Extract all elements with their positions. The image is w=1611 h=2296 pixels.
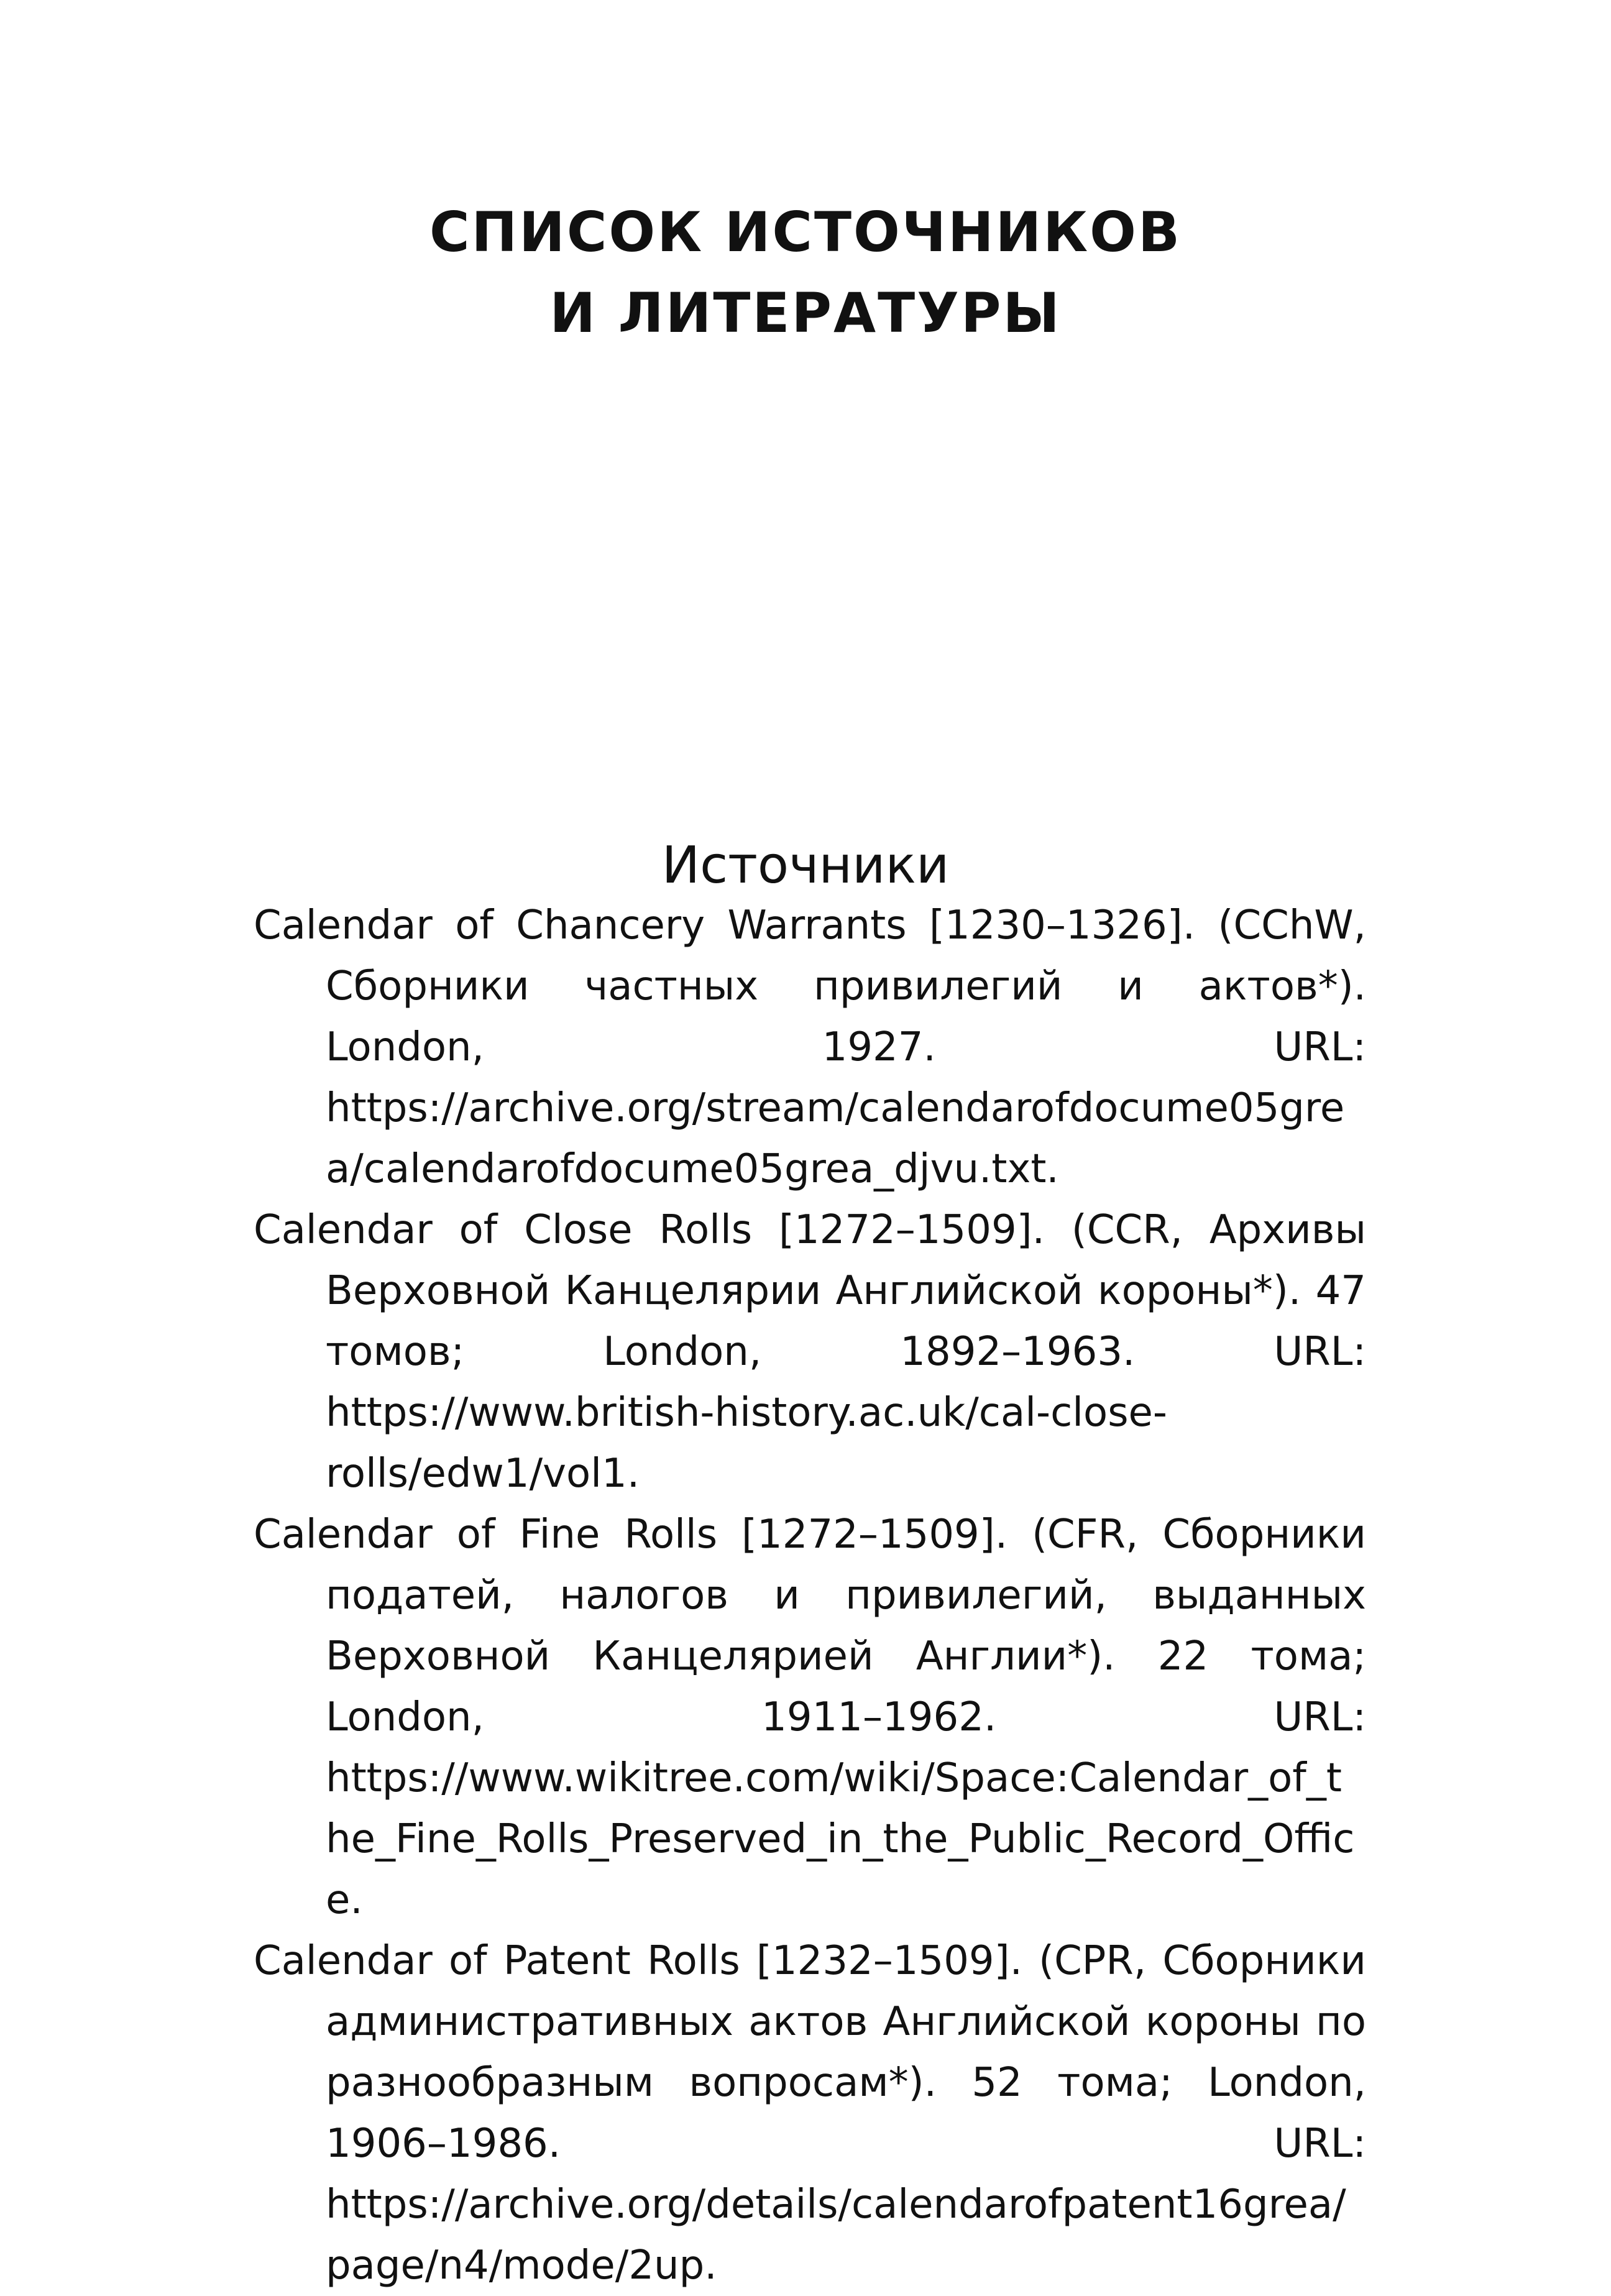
page-title-line-2: И ЛИТЕРАТУРЫ xyxy=(549,280,1062,345)
page-title-line-1: СПИСОК ИСТОЧНИКОВ xyxy=(429,200,1182,264)
source-entry-close-rolls: Calendar of Close Rolls [1272–1509]. (CCR, Архивы Верховной Канцелярии Английской короны*). 47 томов; London, 1892–1963. URL: https://www.british-history.ac.uk/cal-close-rolls/edw1/vol1. xyxy=(254,1207,1366,1497)
source-entry-patent-rolls: Calendar of Patent Rolls [1232–1509]. (CPR, Сборники административных актов Английской короны по разнообразным вопросам*). 52 тома; London, 1906–1986. URL: https://archive.org/details/calendarofpatent16grea/page/n4/mode/2up. xyxy=(254,1938,1366,2289)
sources-list xyxy=(254,895,1366,2296)
page-title xyxy=(0,192,1611,354)
section-heading-sources: Источники xyxy=(661,836,950,896)
source-entry-chancery-warrants: Calendar of Chancery Warrants [1230–1326]. (CChW, Сборники частных привилегий и актов*). London, 1927. URL: https://archive.org/stream/calendarofdocume05grea/calendarofdocume05grea_djvu.txt. xyxy=(254,902,1366,1192)
source-entry-fine-rolls: Calendar of Fine Rolls [1272–1509]. (CFR, Сборники податей, налогов и привилегий, выданных Верховной Канцелярией Англии*). 22 тома; London, 1911–1962. URL: https://www.wikitree.com/wiki/Space:Calendar_of_the_Fine_Rolls_Preserved_in_the_Public_Record_Office. xyxy=(254,1512,1366,1923)
